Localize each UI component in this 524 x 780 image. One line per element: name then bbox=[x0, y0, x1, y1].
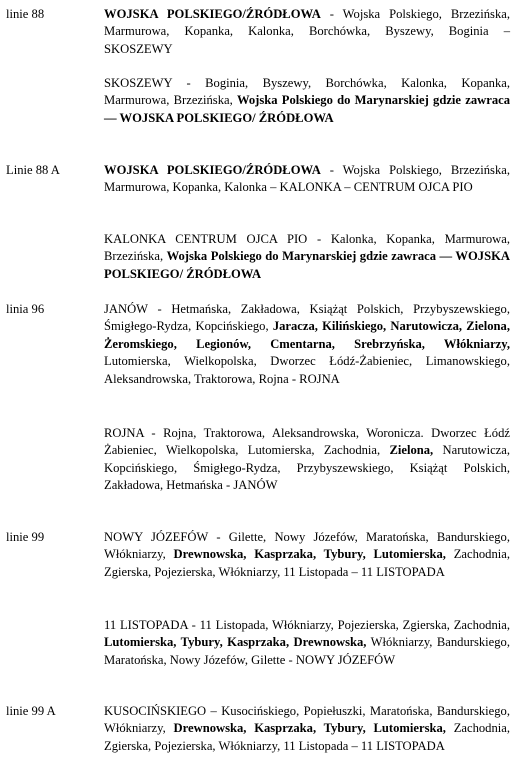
route-description bbox=[104, 75, 510, 127]
route-segment: Lutomierska, Wielkopolska, Dworzec Łódź-Żabieniec, Limanowskiego, Aleksandrowska, Traktorowa, Rojna - ROJNA bbox=[104, 354, 510, 386]
route-segment: - Wojska Polskiego, Brzezińska, Marmurowa, Kopanka, Kalonka, Borchówka, Byszewy, Boginia – SKOSZEWY bbox=[104, 7, 510, 56]
route-segment-bold: Jaracza, Kilińskiego, Narutowicza, Zielona, Żeromskiego, Legionów, Cmentarna, Srebrzyńska, Włókniarzy, bbox=[104, 319, 510, 351]
route-description bbox=[104, 617, 510, 669]
line-label: linie 99 bbox=[6, 530, 45, 544]
route-description bbox=[104, 231, 510, 283]
route-segment-bold: Drewnowska, Kasprzaka, Tybury, Lutomierska, bbox=[173, 721, 446, 736]
route-segment: KALONKA CENTRUM OJCA PIO - Kalonka, Kopanka, Marmurowa, Brzezińska, bbox=[104, 232, 510, 264]
route-segment: 11 LISTOPADA - 11 Listopada, Włókniarzy, Pojezierska, Zgierska, Zachodnia, bbox=[104, 618, 510, 632]
route-segment: Zachodnia, Zgierska, Pojezierska, Włókniarzy, 11 Listopada – 11 LISTOPADA bbox=[104, 547, 510, 579]
route-segment: - Wojska Polskiego, Brzezińska, Marmurowa, Kopanka, Kalonka – KALONKA – CENTRUM OJCA PIO bbox=[104, 163, 510, 195]
route-segment-bold: Drewnowska, Kasprzaka, Tybury, Lutomierska, bbox=[173, 547, 446, 562]
line-label: linia 96 bbox=[6, 302, 45, 316]
line-label: linie 88 bbox=[6, 7, 45, 21]
route-segment: SKOSZEWY - Boginia, Byszewy, Borchówka, Kalonka, Kopanka, Marmurowa, Brzezińska, bbox=[104, 76, 510, 108]
route-segment: NOWY JÓZEFÓW - Gilette, Nowy Józefów, Maratońska, Bandurskiego, Włókniarzy, bbox=[104, 530, 510, 562]
route-description bbox=[104, 425, 510, 495]
route-segment-bold: WOJSKA POLSKIEGO/ŹRÓDŁOWA bbox=[104, 163, 321, 177]
route-segment-bold: WOJSKA POLSKIEGO/ŹRÓDŁOWA bbox=[104, 7, 321, 21]
route-description bbox=[104, 6, 510, 58]
route-segment-bold: Lutomierska, Tybury, Kasprzaka, Drewnowska, bbox=[104, 635, 367, 650]
route-segment-bold: Zielona, bbox=[389, 443, 434, 458]
route-segment: Narutowicza, Kopcińskiego, Śmigłego-Rydza, Przybyszewskiego, Książąt Polskich, Zakładowa, Hetmańska - JANÓW bbox=[104, 443, 510, 493]
route-description bbox=[104, 301, 510, 388]
line-label: linie 99 A bbox=[6, 704, 56, 718]
route-description bbox=[104, 703, 510, 755]
route-segment: ROJNA - Rojna, Traktorowa, Aleksandrowska, Woronicza. Dworzec Łódź Żabieniec, Wielkopolska, Lutomierska, Zachodnia, bbox=[104, 426, 510, 458]
route-description bbox=[104, 529, 510, 581]
route-segment: KUSOCIŃSKIEGO – Kusocińskiego, Popiełuszki, Maratońska, Bandurskiego, Włókniarzy, bbox=[104, 704, 510, 736]
route-segment-bold: Wojska Polskiego do Marynarskiej gdzie zawraca — WOJSKA POLSKIEGO/ ŹRÓDŁOWA bbox=[104, 249, 510, 281]
route-description bbox=[104, 162, 510, 197]
route-segment: Zachodnia, Zgierska, Pojezierska, Włókniarzy, 11 Listopada – 11 LISTOPADA bbox=[104, 721, 510, 753]
route-segment: Włókniarzy, Bandurskiego, Maratońska, Nowy Józefów, Gilette - NOWY JÓZEFÓW bbox=[104, 635, 510, 667]
route-segment: JANÓW - Hetmańska, Zakładowa, Książąt Polskich, Przybyszewskiego, Śmigłego-Rydza, Kopcińskiego, bbox=[104, 302, 510, 334]
line-label: Linie 88 A bbox=[6, 163, 60, 177]
route-segment-bold: Wojska Polskiego do Marynarskiej gdzie zawraca — WOJSKA POLSKIEGO/ ŹRÓDŁOWA bbox=[104, 93, 510, 125]
